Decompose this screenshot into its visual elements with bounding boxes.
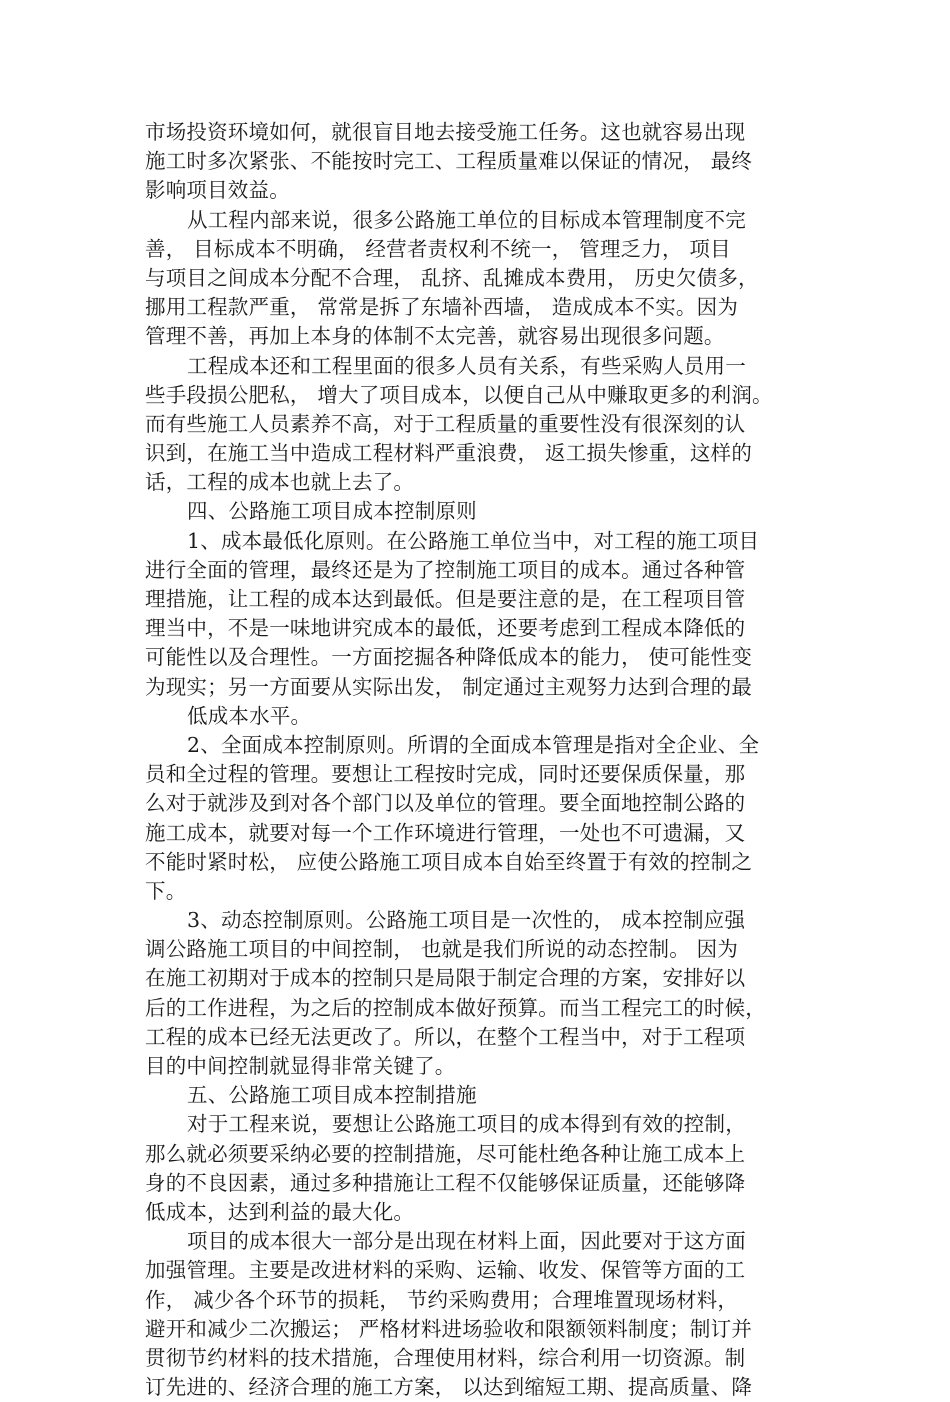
text-line: 些手段损公肥私， 增大了项目成本，以便自己从中赚取更多的利润。 (145, 382, 773, 407)
text-line: 进行全面的管理，最终还是为了控制施工项目的成本。通过各种管 (145, 557, 746, 582)
text-line: 目的中间控制就显得非常关键了。 (145, 1054, 456, 1078)
text-line: 理当中，不是一味地讲究成本的最低，还要考虑到工程成本降低的 (145, 616, 746, 641)
text-line: 3、动态控制原则。公路施工项目是一次性的， 成本控制应强 (187, 908, 746, 933)
text-line: 项目的成本很大一部分是出现在材料上面，因此要对于这方面 (187, 1229, 746, 1254)
text-line: 管理不善，再加上本身的体制不太完善，就容易出现很多问题。 (145, 324, 725, 349)
text-line: 影响项目效益。 (145, 178, 290, 203)
text-line: 对于工程来说，要想让公路施工项目的成本得到有效的控制， (187, 1112, 746, 1137)
text-line: 不能时紧时松， 应使公路施工项目成本自始至终置于有效的控制之 (145, 849, 753, 874)
text-line: 四、公路施工项目成本控制原则 (187, 499, 477, 524)
text-line: 调公路施工项目的中间控制， 也就是我们所说的动态控制。 因为 (145, 937, 739, 962)
text-line: 在施工初期对于成本的控制只是局限于制定合理的方案，安排好以 (145, 966, 746, 991)
text-line: 从工程内部来说，很多公路施工单位的目标成本管理制度不完 (187, 207, 746, 232)
text-line: 挪用工程款严重， 常常是拆了东墙补西墙， 造成成本不实。因为 (145, 295, 739, 320)
text-line: 员和全过程的管理。要想让工程按时完成，同时还要保质保量，那 (145, 762, 746, 787)
text-line: 施工成本，就要对每一个工作环境进行管理，一处也不可遗漏，又 (145, 820, 746, 845)
text-line: 可能性以及合理性。一方面挖掘各种降低成本的能力， 使可能性变 (145, 645, 753, 670)
text-line: 工程的成本已经无法更改了。所以，在整个工程当中，对于工程项 (145, 1024, 746, 1049)
text-line: 么对于就涉及到对各个部门以及单位的管理。要全面地控制公路的 (145, 791, 746, 816)
text-line: 那么就必须要采纳必要的控制措施，尽可能杜绝各种让施工成本上 (145, 1141, 746, 1166)
text-line: 理措施，让工程的成本达到最低。但是要注意的是，在工程项目管 (145, 587, 746, 611)
text-line: 善， 目标成本不明确， 经营者责权利不统一， 管理乏力， 项目 (145, 236, 731, 261)
text-line: 低成本水平。 (187, 703, 312, 728)
text-line: 低成本，达到利益的最大化。 (145, 1199, 415, 1224)
text-line: 1、成本最低化原则。在公路施工单位当中，对工程的施工项目 (187, 528, 760, 553)
text-line: 后的工作进程，为之后的控制成本做好预算。而当工程完工的时候， (145, 995, 766, 1020)
document-page (145, 118, 810, 1402)
text-line: 施工时多次紧张、不能按时完工、工程质量难以保证的情况， 最终 (145, 149, 753, 174)
text-line: 工程成本还和工程里面的很多人员有关系，有些采购人员用一 (187, 353, 746, 378)
text-line: 贯彻节约材料的技术措施，合理使用材料，综合利用一切资源。制 (145, 1345, 746, 1370)
text-line: 订先进的、经济合理的施工方案， 以达到缩短工期、提高质量、降 (145, 1375, 753, 1400)
text-line: 五、公路施工项目成本控制措施 (187, 1083, 477, 1108)
text-line: 而有些施工人员素养不高，对于工程质量的重要性没有很深刻的认 (145, 411, 746, 436)
text-line: 下。 (145, 878, 187, 903)
text-line: 市场投资环境如何，就很盲目地去接受施工任务。这也就容易出现 (145, 120, 746, 144)
text-line: 识到，在施工当中造成工程材料严重浪费， 返工损失惨重，这样的 (145, 441, 753, 466)
text-line: 身的不良因素，通过多种措施让工程不仅能够保证质量，还能够降 (145, 1170, 746, 1195)
text-line: 作， 减少各个环节的损耗， 节约采购费用；合理堆置现场材料， (145, 1287, 739, 1312)
text-line: 话，工程的成本也就上去了。 (145, 470, 415, 495)
text-line: 与项目之间成本分配不合理， 乱挤、乱摊成本费用， 历史欠债多， (145, 265, 759, 290)
text-line: 避开和减少二次搬运； 严格材料进场验收和限额领料制度；制订并 (145, 1316, 753, 1341)
text-line: 2、全面成本控制原则。所谓的全面成本管理是指对全企业、全 (187, 732, 760, 757)
text-line: 为现实；另一方面要从实际出发， 制定通过主观努力达到合理的最 (145, 674, 753, 699)
text-line: 加强管理。主要是改进材料的采购、运输、收发、保管等方面的工 (145, 1258, 746, 1283)
